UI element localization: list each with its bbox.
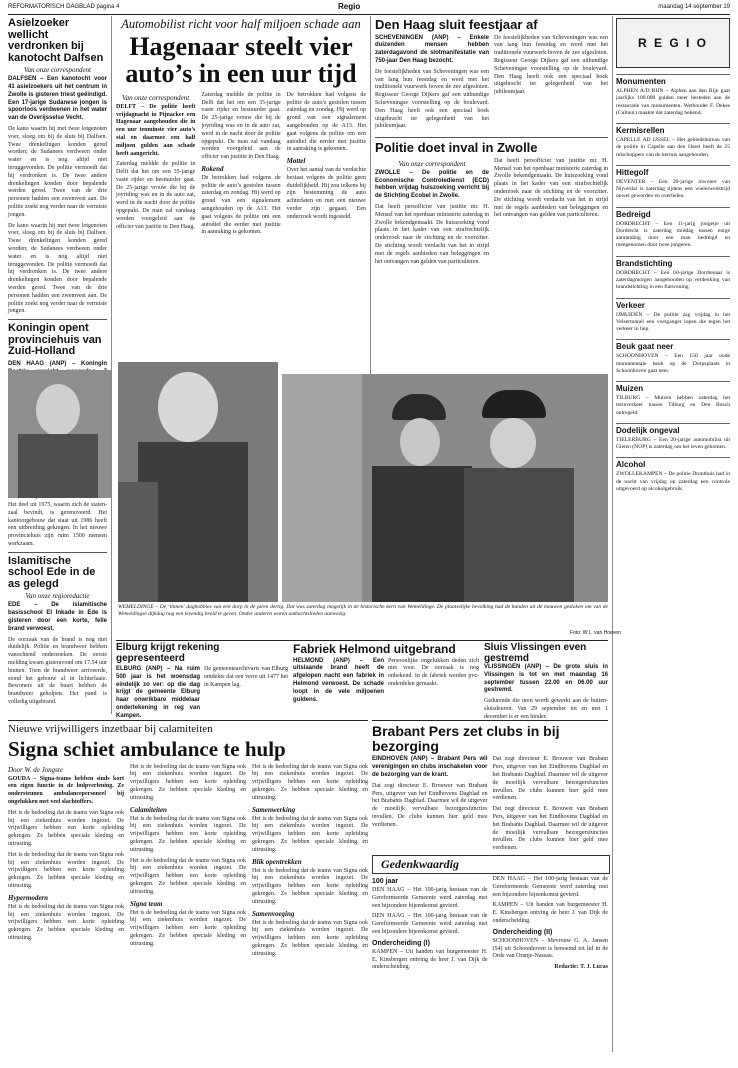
- body: SCHOONHOVEN – Mevrouw G. A. Jansen (54) uit Schoonhoven is benoemd tot lid in de Orde van Oranje-Nassau.: [492, 937, 608, 960]
- body: Gedurende die uren wordt gewerkt aan de buitensluisdeuren. Van 29 september tot en met 1 december is er een hinder.: [484, 698, 608, 720]
- brabant-article: [372, 724, 608, 850]
- gedenk-content: [372, 876, 608, 1052]
- lead: GOUDA – Signa-teams hebben sinds kort een eigen functie in de hulpverlening. Ze ondersteunen ambulancepersoneel bij ongelukken met veel slachtoffers.: [8, 775, 124, 805]
- body: Dat zegt directeur E. Brouwer van Brabant Pers, uitgever van het Eindhovens Dagblad en het Brabants Dagblad. Daarmee wil de uitgever de moeilijk vervulbare bezorgersfuncties invullen. De clubs kunnen hier geld mee verdienen.: [372, 782, 488, 828]
- band-article-helmond: [293, 643, 479, 715]
- brief-text: DORDRECHT – Een 60-jarige Dordtenaar is zaterdagmorgen aangehouden op verdenking van brandstichting in een flatwoning.: [616, 269, 730, 291]
- lead: VLISSINGEN (ANP) – De grote sluis in Vlissingen is tot en met maandag 16 september tussen 22.00 en 06.00 uur gestremd.: [484, 664, 608, 694]
- kicker: Automobilist richt voor half miljoen schade aan: [121, 17, 361, 31]
- lead: EDE – De islamitische basisschool El Inkade in Ede is gisteren door een korte, felle brand verwoest.: [8, 602, 107, 632]
- body: KAMPEN – Uit handen van burgemeester H. E. Kinsbergen ontving de heer J. van Dijk de onderscheiding.: [492, 902, 608, 924]
- subheading: Blik opentrekken: [252, 857, 302, 866]
- kicker: Nieuwe vrijwilligers inzetbaar bij calamiteiten: [8, 723, 213, 735]
- body: Zaterdag meldde de politie in Delft dat het om een 35-jarige vaste rijder en bestuurder gaat. De 25-jarige vrouw die bij de joyriding was en in de auto zat, werd in de nacht door de politie opgepakt. De man zal vandaag worden voorgeleid aan de officier van justitie in Den Haag.: [116, 161, 196, 230]
- byline: Van onze correspondent: [122, 93, 190, 102]
- lead: DEN HAAG (ANP) – Koningin: [8, 360, 107, 367]
- divider: [375, 137, 608, 138]
- photo-credit: Foto: W.L. van Hoeven: [570, 630, 621, 636]
- lead: ZWOLLE – De politie en de Economische Controledienst (ECD) hebben vrijdag huiszoeking verricht bij de Stichting Ecobel in Zwolle.: [375, 169, 489, 200]
- brief-text: DORDRECHT – Een 11-jarig jongetje uit Dordrecht is zaterdag middag tussen enige aanranding door een man bedreigd en meegenomen door twee jongeren.: [616, 220, 730, 249]
- brief-heading: Bedreigd: [616, 207, 730, 219]
- brabant-rule: [372, 720, 608, 721]
- byline: Door W. de Jongste: [8, 765, 63, 774]
- lead: HELMOND (ANP) – Een uitslaande brand heeft de afgelopen nacht een fabriek in Helmond verwoest. De schade loopt in de vele miljoenen guldens.: [293, 657, 384, 703]
- body: DEN HAAG – Het 100-jarig bestaan van de Gereformeerde Gemeente werd zaterdag met een bijzondere bijeenkomst gevierd.: [492, 876, 608, 898]
- paper-name: REFORMATORISCH DAGBLAD pagina 4: [8, 4, 120, 10]
- body: Dat zegt directeur E. Brouwer van Brabant Pers, uitgever van het Eindhovens Dagblad en het Brabants Dagblad. Daarmee wil de uitgever de moeilijk vervulbare bezorgersfuncties invullen. De clubs kunnen hier geld mee verdienen.: [492, 806, 608, 852]
- center-article: [116, 18, 366, 362]
- brief-heading: Dodelijk ongeval: [616, 423, 730, 435]
- headline: Koningin opent provinciehuis van Zuid-Holland: [8, 322, 102, 358]
- body: Dat heeft persofficier van justitie mr. H. Mensel van het openbaar ministerie zaterdag in Zwolle bekendgemaakt. De huiszoeking vond plaats in het kader van een strafrechtelijk onderzoek naar de stichting en de voorzitter. De stichting wordt verdacht van het in strijd met de regels aanbieden van beleggingen en het ontvangen van gelden van particulieren.: [494, 157, 608, 219]
- lead: SCHEVENINGEN (ANP) – Enkele duizenden mensen hebben zaterdagavond de slotmanifestatie van 750-jaar Den Haag bezocht.: [375, 34, 489, 65]
- body: Het is de bedoeling dat de teams van Signa ook bij een ziekenhuis worden ingezet. De vrijwilligers hebben een korte opleiding gekregen. Ze hebben speciale kleding en uitrusting.: [252, 763, 368, 801]
- headline: Politie doet inval in Zwolle: [375, 140, 538, 156]
- body: Het is de bedoeling dat de teams van Signa ook bij een ziekenhuis worden ingezet. De vrijwilligers hebben een korte opleiding gekregen. Ze hebben speciale kleding en uitrusting.: [8, 903, 124, 941]
- right-sidebar: [616, 18, 730, 1052]
- body: De betrokken had volgens de politie de auto’s gestolen tussen zaterdag en zondag. Hij werd op grond van een signalement aangehouden op de A13. Het gaat volgens de politie om een autodief die eerder met justitie in aanraking is gekomen.: [286, 91, 366, 153]
- byline: Van onze correspondent: [23, 66, 91, 75]
- brief-heading: Verkeer: [616, 298, 730, 310]
- band-rule: [116, 640, 608, 641]
- brief-heading: Beuk gaat neer: [616, 339, 730, 351]
- bottom-rule: [8, 720, 368, 721]
- subheading: Mottel: [286, 157, 306, 166]
- body: Het is de bedoeling dat de teams van Signa ook bij een ziekenhuis worden ingezet. De vrijwilligers hebben een korte opleiding gekregen. Ze hebben speciale kleding en uitrusting.: [130, 815, 246, 853]
- right-top-articles: [375, 18, 608, 378]
- subheading: Samenwerking: [252, 805, 296, 814]
- lead: DELFT – De politie heeft vrijdagnacht in Pijnacker een Hagenaar aangehouden die in een uur tenminste vier auto’s stal en daarmee een half miljoen gulden aan schade heeft aangericht.: [116, 103, 196, 157]
- body: Dat heeft persofficier van justitie mr. H. Mensel van het openbaar ministerie zaterdag in Zwolle bekendgemaakt. De huiszoeking vond plaats in het kader van een strafrechtelijk onderzoek naar de stichting en de voorzitter. De stichting wordt verdacht van het in strijd met de regels aanbieden van beleggingen en het ontvangen van gelden van particulieren.: [375, 204, 489, 265]
- brief-heading: Brandstichting: [616, 256, 730, 268]
- gedenkwaardig-banner: [372, 855, 610, 874]
- body: Zaterdag meldde de politie in Delft dat het om een 35-jarige vaste rijder en bestuurder gaat. De 25-jarige vrouw die bij de joyriding was en in de auto zat, werd in de nacht door de politie opgepakt. De man zal vandaag worden voorgeleid aan de officier van justitie in Den Haag.: [201, 91, 281, 161]
- body: De betrokken had volgens de politie de auto’s gestolen tussen zaterdag en zondag. Hij werd op grond van een signalement aangehouden op de A13. Het gaat volgens de politie om een autodief die eerder met justitie in aanraking is gekomen.: [201, 174, 281, 236]
- page-date: maandag 14 september 19: [658, 4, 730, 10]
- subheading: Ondercheiding (II): [492, 928, 553, 936]
- left-column: [8, 18, 107, 714]
- brief-text: DEVENTER – Een 20-jarige inwoner van Nijverdal is zaterdag tijdens een wielerwedstrijd onwel geworden en overleden.: [616, 178, 730, 200]
- column-divider: [612, 16, 613, 1052]
- gedenk-title: Gedenkwaardig: [381, 857, 459, 871]
- body: De kano waarin hij met twee lotgenoten voer, sloeg om bij de sluis bij Dalfsen. Twee drenkelingen konden gered worden; de Sudanees verdween onder water en is nog altijd niet teruggevonden. De politie vermoedt dat hij verdronken is. De twee andere drenkelingen konden door bepalende werden gered. Twee van de drie personen hadden een zwemvest aan. De politie zoekt nog verder naar de vermiste jongen.: [8, 222, 107, 315]
- body: Het deel uit 1975, waarin zich de statenzaal bevindt, is gerenoveerd. Het kantoorgebouw dat staat uit 1986 heeft een uitbreiding gekregen. In het nieuwe provinciehuis zijn ruim 1500 mensen werkzaam.: [8, 501, 107, 547]
- brief-text: SCHOONHOVEN – Een 150 jaar oude monumentale beuk op de Dorpsplaats in Schoonhoven gaat neer.: [616, 353, 730, 374]
- headline: Fabriek Helmond uitgebrand: [293, 642, 456, 656]
- lead: DALFSEN – Een kanotocht voor 41 asielzoekers uit het centrum in Zwolle is gisteren triest geëindigd. Een 17-jarige Sudanese jongen is spoorloos verdwenen in het water van de Overijsselse Vecht.: [8, 76, 107, 122]
- headline: Sluis Vlissingen even gestremd: [484, 642, 587, 664]
- signa-headline: Signa schiet ambulance te hulp: [8, 736, 286, 761]
- signa-article: [8, 724, 368, 1052]
- headline: Islamitische school Ede in de as gelegd: [8, 554, 96, 590]
- column-divider: [370, 16, 371, 376]
- brief-text: TIELERBURG – Een 20-jarige automobilist uit Gieten (NOP) is zaterdag om het leven gekomen.: [616, 436, 730, 451]
- body: De kano waarin hij met twee lotgenoten voer, sloeg om bij de sluis bij Dalfsen. Twee drenkelingen konden gered worden; de Sudanees verdween onder water en is nog altijd niet teruggevonden. De politie vermoedt dat hij verdronken is. De twee andere drenkelingen konden door bepalende werden gered. Twee van de drie personen hadden een zwemvest aan. De politie zoekt nog verder naar de vermiste jongen.: [8, 125, 107, 218]
- subheading: Signa team: [130, 899, 163, 908]
- regio-logo: R E G I O: [616, 18, 730, 68]
- subheading: Rokend: [201, 164, 224, 173]
- divider: [8, 319, 107, 320]
- body: Persoonlijke ongelukken deden zich niet voor. De oorzaak is nog onbekend. In de fabriek werden pvc-onderdelen gemaakt.: [388, 657, 479, 687]
- body: De gemeentearchivaris van Elburg ontdekte dat een verre uit 1477 het in Kampen lag.: [204, 666, 288, 688]
- column-divider: [111, 16, 112, 714]
- byline: Van onze regioredactie: [25, 592, 90, 601]
- brief-text: ZWOLLEKAMPEN – De politie Dronthuis had in de nacht van vrijdag op zaterdag een controle uitgevoerd op alcoholgebruik.: [616, 471, 730, 492]
- redaction: Redactie: T. J. Lucas: [554, 964, 608, 971]
- body: Het is de bedoeling dat de teams van Signa ook bij een ziekenhuis worden ingezet. De vrijwilligers hebben een korte opleiding gekregen. Ze hebben speciale kleding en uitrusting.: [252, 815, 368, 853]
- body: DEN HAAG – Het 100-jarig bestaan van de Gereformeerde Gemeente werd zaterdag met een bijzondere bijeenkomst gevierd.: [372, 887, 488, 909]
- body: Het is de bedoeling dat de teams van Signa ook bij een ziekenhuis worden ingezet. De vrijwilligers hebben een korte opleiding gekregen. Ze hebben speciale kleding en uitrusting.: [8, 851, 124, 889]
- brief-heading: Kermisrellen: [616, 123, 730, 135]
- body: De feestelijkheden van Scheveningen was een van lang hun feestdag en werd met het traditionele vuurwerk boven de zee afgesloten. Regisseur George Dijkers gaf een uitbundige Scheveningse voorstelling op de boulevard. Den Haag heeft ook een speciaal boek uitgebracht ter gelegenheid van het jubileumjaar.: [375, 68, 489, 130]
- headline: Den Haag sluit feestjaar af: [375, 17, 538, 32]
- body: DEN HAAG – Het 100-jarig bestaan van de Gereformeerde Gemeente werd zaterdag met een bijzondere bijeenkomst gevierd.: [372, 913, 488, 935]
- brief-heading: Muizen: [616, 381, 730, 393]
- brief-text: IJMUIDEN – De politie zag vrijdag in het Velsertunnel een voetganger lopen die tegen het verkeer in liep.: [616, 311, 730, 333]
- body: Het is de bedoeling dat de teams van Signa ook bij een ziekenhuis worden ingezet. De vrijwilligers hebben een korte opleiding gekregen. Ze hebben speciale kleding en uitrusting.: [8, 809, 124, 847]
- body: De oorzaak van de brand is nog niet duidelijk. Politie en brandweer hebben vanochtend onderzoeken. De eerste melding kwam gisteravond om 17.54 uur binnen. Toen de brandweer arriveerde, stond het gebouw al in lichterlaaie. Bewoners uit de buurt hebben de brandweer geholpen. Het pand is volledig uitgebrand.: [8, 636, 107, 705]
- photo-portrait: [8, 370, 111, 498]
- section-label: Regio: [338, 2, 361, 11]
- header-rule: [8, 14, 730, 15]
- band-article-vlissingen: [484, 642, 608, 720]
- body: Het is de bedoeling dat de teams van Signa ook bij een ziekenhuis worden ingezet. De vrijwilligers hebben een korte opleiding gekregen. Ze hebben speciale kleding en uitrusting.: [130, 763, 246, 801]
- body: Dat zegt directeur E. Brouwer van Brabant Pers, uitgever van het Eindhovens Dagblad en het Brabants Dagblad. Daarmee wil de uitgever de moeilijk vervulbare bezorgersfuncties invullen. De clubs kunnen hier geld mee verdienen.: [492, 756, 608, 802]
- body: KAMPEN – Uit handen van burgemeester H. E. Kinsbergen ontving de heer J. van Dijk de onderscheiding.: [372, 948, 488, 971]
- body: Het is de bedoeling dat de teams van Signa ook bij een ziekenhuis worden ingezet. De vrijwilligers hebben een korte opleiding gekregen. Ze hebben speciale kleding en uitrusting.: [130, 909, 246, 947]
- body: Het is de bedoeling dat de teams van Signa ook bij een ziekenhuis worden ingezet. De vrijwilligers hebben een korte opleiding gekregen. Ze hebben speciale kleding en uitrusting.: [252, 919, 368, 957]
- brief-text: CAPELLE AD IJSSEL – Het gebiedsbureau van de politie in Capelle aan den IJssel heeft de 25 relschoppers van de kermis aangehouden.: [616, 137, 730, 158]
- body: De feestelijkheden van Scheveningen was een van lang hun feestdag en werd met het traditionele vuurwerk boven de zee afgesloten. Regisseur George Dijkers gaf een uitbundige Scheveningse voorstelling op de boulevard. Den Haag heeft ook een speciaal boek uitgebracht ter gelegenheid van het jubileumjaar.: [494, 34, 608, 96]
- divider: [8, 552, 107, 553]
- brief-list: [616, 74, 730, 493]
- lead: ELBURG (ANP) – Na ruim 500 jaar is het woensdag eindelijk zo ver: op die dag krijgt de gemeente Elburg haar onwrikbare middelaar ondertekening in reg van Kampen.: [116, 666, 200, 719]
- body: Het is de bedoeling dat de teams van Signa ook bij een ziekenhuis worden ingezet. De vrijwilligers hebben een korte opleiding gekregen. Ze hebben speciale kleding en uitrusting.: [252, 867, 368, 905]
- page-header: [8, 4, 730, 14]
- headline: Asielzoeker wellicht verdronken bij kanotocht Dalfsen: [8, 17, 104, 64]
- brief-heading: Alcohol: [616, 457, 730, 469]
- byline: Van onze correspondent: [398, 159, 466, 168]
- body: Het is de bedoeling dat de teams van Signa ook bij een ziekenhuis worden ingezet. De vrijwilligers hebben een korte opleiding gekregen. Ze hebben speciale kleding en uitrusting.: [130, 857, 246, 895]
- brief-text: TILBURG – Muizen hebben zaterdag het treinverkeer tussen Tilburg en Den Bosch ontregeld.: [616, 395, 730, 416]
- photo-crowd: [118, 362, 278, 602]
- lead: EINDHOVEN (ANP) – Brabant Pers wil verenigingen en clubs inschakelen voor de bezorging van de krant.: [372, 756, 488, 778]
- headline: Elburg krijgt rekening gepresenteerd: [116, 642, 220, 664]
- photo-men: [282, 374, 608, 602]
- brief-heading: Monumenten: [616, 74, 730, 86]
- band-article-elburg: [116, 642, 288, 719]
- brief-heading: Hittegolf: [616, 165, 730, 177]
- main-headline: Hagenaar steelt vier auto’s in een uur tijd: [125, 32, 357, 89]
- brief-text: ALPHEN A/D RIJN – Alphen aan den Rijn gaat jaarlijks 100.000 gulden meer besteden aan de restauratie van monumenten. Wethouder F. Dekes (Cultuur) maakte dat zaterdag bekend.: [616, 88, 730, 116]
- subheading: 100 jaar: [372, 878, 399, 885]
- subheading: Samenvoeging: [252, 909, 295, 918]
- headline: Brabant Pers zet clubs in bij bezorging: [372, 723, 560, 754]
- subheading: Hypermodern: [8, 893, 49, 902]
- subheading: Calamiteiten: [130, 805, 167, 814]
- subheading: Ondercheiding (I): [372, 939, 430, 947]
- body: Over het aantal van de verdachte bestaat volgens de politie geen duidelijkheid. Hij zou telkens bij zijn bestemming de auto achterlaten en met een nieuwe verder zijn gegaan. Een onderzoek wordt ingesteld.: [286, 167, 366, 220]
- photo-caption: WEMELDINGE – De ‘tinnen’ daghobbies van een dorp in de jaren dertig. Dat was zaterdag mogelijk in de historische kern van Wemeldinge. De plaatselijke bevolking had de handen uit de mouwen gestoken om van de Wemeldingse dijkdag nog een levendig beeld te geven. Onder anderen waren ambachtslieden aanwezig.: [118, 604, 608, 618]
